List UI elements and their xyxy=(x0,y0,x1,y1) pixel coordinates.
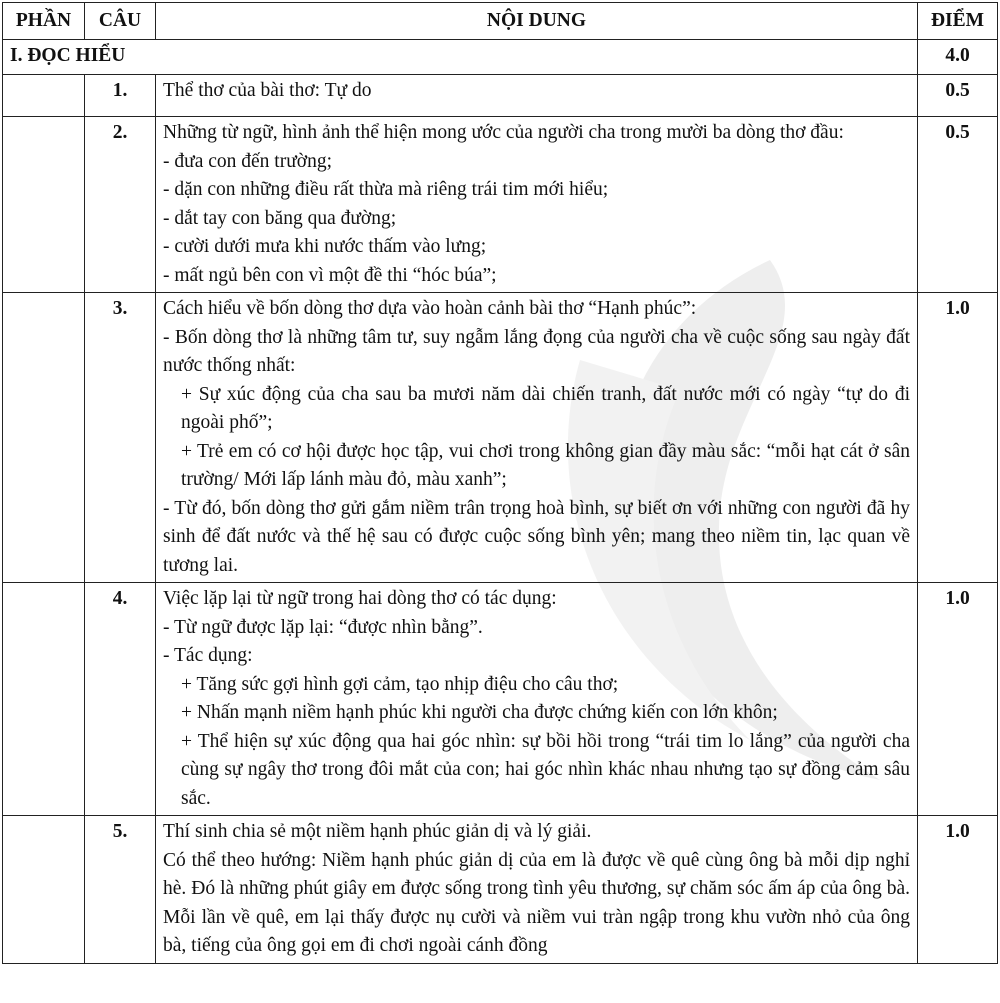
question-number: 4. xyxy=(85,583,156,816)
content-line: Cách hiểu về bốn dòng thơ dựa vào hoàn cảnh bài thơ “Hạnh phúc”: xyxy=(163,298,697,319)
question-score: 1.0 xyxy=(918,583,998,816)
question-score: 1.0 xyxy=(918,816,998,964)
table-row xyxy=(3,816,998,964)
table-row xyxy=(3,583,998,816)
content-line: - dặn con những điều rất thừa mà riêng trái tim mới hiểu; xyxy=(163,179,609,200)
content-line: - Tác dụng: xyxy=(163,645,253,666)
content-line: Việc lặp lại từ ngữ trong hai dòng thơ có tác dụng: xyxy=(163,588,557,609)
answer-key-table xyxy=(2,2,998,964)
question-content xyxy=(156,293,918,583)
content-line: - Từ đó, bốn dòng thơ gửi gắm niềm trân trọng hoà bình, sự biết ơn với những con người đã hy sinh để đất nước và thế hệ sau có được cuộc sống bình yên; mang theo niềm tin, lạc quan về tương lai. xyxy=(163,497,910,576)
table-row xyxy=(3,75,998,117)
question-number: 3. xyxy=(85,293,156,583)
header-row xyxy=(3,3,998,40)
question-number: 1. xyxy=(85,75,156,117)
table-row xyxy=(3,293,998,583)
content-line: Có thể theo hướng: Niềm hạnh phúc giản dị của em là được về quê cùng ông bà mỗi dịp nghỉ hè. Đó là những phút giây em được sống trong tình yêu thương, sự chăm sóc ấm áp của ông bà. Mỗi lần về quê, em lại thấy được nụ cười và niềm vui tràn ngập trong khu vườn nhỏ của ông bà, tiếng của ông gọi em đi chơi ngoài cánh đồng xyxy=(163,849,910,956)
question-content xyxy=(156,816,918,964)
content-line: + Nhấn mạnh niềm hạnh phúc khi người cha được chứng kiến con lớn khôn; xyxy=(181,702,778,723)
section-score: 4.0 xyxy=(918,40,998,75)
header-diem: ĐIỂM xyxy=(918,3,998,40)
phan-cell xyxy=(3,293,85,583)
content-line: - cười dưới mưa khi nước thấm vào lưng; xyxy=(163,236,487,257)
content-line: + Thể hiện sự xúc động qua hai góc nhìn: sự bồi hồi trong “trái tim lo lắng” của người cha cùng sự ngây thơ trong đôi mắt của con; hai góc nhìn khác nhau nhưng tạo sự đồng cảm sâu sắc. xyxy=(181,730,910,809)
content-line: + Sự xúc động của cha sau ba mươi năm dài chiến tranh, đất nước mới có ngày “tự do đi ngoài phố”; xyxy=(181,383,910,433)
question-number: 2. xyxy=(85,117,156,293)
question-score: 0.5 xyxy=(918,75,998,117)
content-line: Thí sinh chia sẻ một niềm hạnh phúc giản dị và lý giải. xyxy=(163,821,592,842)
phan-cell xyxy=(3,117,85,293)
phan-cell xyxy=(3,816,85,964)
phan-cell xyxy=(3,75,85,117)
content-line: Thể thơ của bài thơ: Tự do xyxy=(163,80,372,101)
question-score: 0.5 xyxy=(918,117,998,293)
section-title: I. ĐỌC HIỂU xyxy=(3,40,918,75)
question-content xyxy=(156,75,918,117)
content-line: Những từ ngữ, hình ảnh thể hiện mong ước của người cha trong mười ba dòng thơ đầu: xyxy=(163,122,844,143)
phan-cell xyxy=(3,583,85,816)
header-phan: PHẦN xyxy=(3,3,85,40)
table-row xyxy=(3,117,998,293)
question-score: 1.0 xyxy=(918,293,998,583)
section-row xyxy=(3,40,998,75)
content-line: - dắt tay con băng qua đường; xyxy=(163,207,397,229)
content-line: - mất ngủ bên con vì một đề thi “hóc búa”; xyxy=(163,264,497,286)
content-line: - Bốn dòng thơ là những tâm tư, suy ngẫm lắng đọng của người cha về cuộc sống sau ngày đất nước thống nhất: xyxy=(163,326,910,376)
header-cau: CÂU xyxy=(85,3,156,40)
content-line: - đưa con đến trường; xyxy=(163,150,332,172)
question-content xyxy=(156,583,918,816)
content-line: + Tăng sức gợi hình gợi cảm, tạo nhịp điệu cho câu thơ; xyxy=(181,673,619,695)
question-content xyxy=(156,117,918,293)
content-line: + Trẻ em có cơ hội được học tập, vui chơi trong không gian đầy màu sắc: “mỗi hạt cát ở sân trường/ Mới lấp lánh màu đỏ, màu xanh”; xyxy=(181,440,910,490)
header-noi-dung: NỘI DUNG xyxy=(156,3,918,40)
content-line: - Từ ngữ được lặp lại: “được nhìn bằng”. xyxy=(163,616,483,638)
question-number: 5. xyxy=(85,816,156,964)
